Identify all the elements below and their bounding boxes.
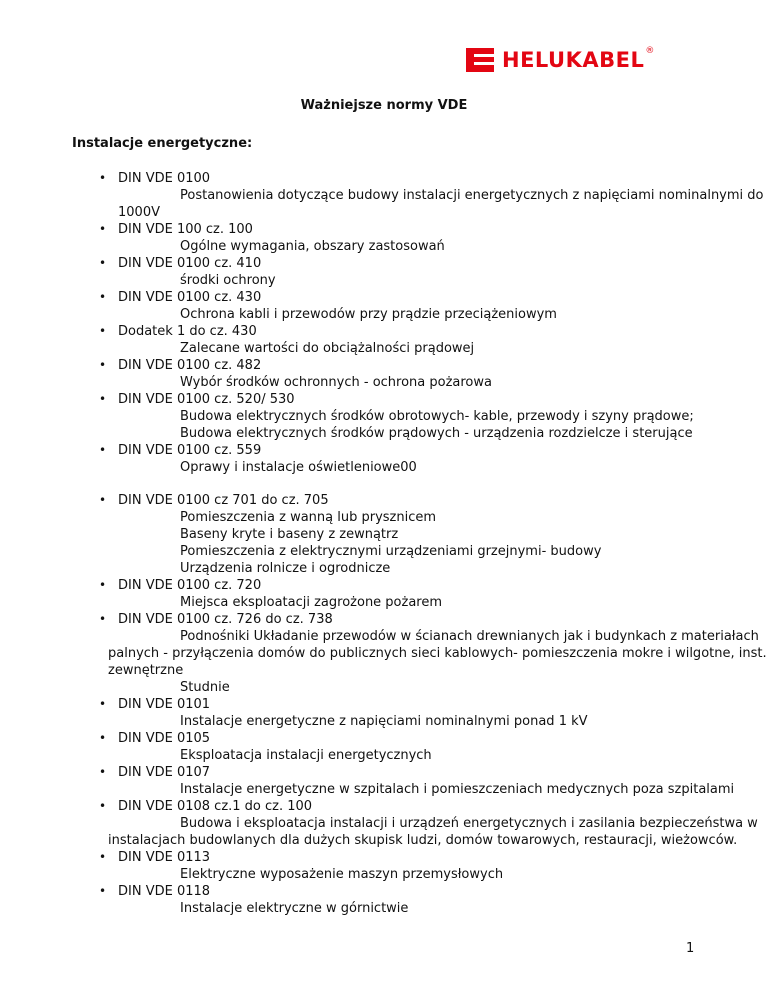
standard-code: Dodatek 1 do cz. 430	[118, 324, 257, 339]
bullet-icon: •	[99, 850, 107, 864]
standard-description: Urządzenia rolnicze i ogrodnicze	[180, 561, 391, 576]
standard-description: Wybór środków ochronnych - ochrona pożarowa	[180, 375, 492, 390]
bullet-icon: •	[99, 884, 107, 898]
bullet-icon: •	[99, 443, 107, 457]
bullet-icon: •	[99, 290, 107, 304]
list-item	[0, 323, 768, 357]
standard-code: DIN VDE 0113	[118, 850, 211, 865]
list-item	[0, 255, 768, 289]
bullet-icon: •	[99, 222, 107, 236]
standard-code: DIN VDE 0100	[118, 171, 211, 186]
list-item	[0, 442, 768, 476]
standard-code: DIN VDE 0105	[118, 731, 211, 746]
bullet-icon: •	[99, 358, 107, 372]
standard-description: Budowa elektrycznych środków prądowych - urządzenia rozdzielcze i sterujące	[180, 426, 693, 441]
list-item	[0, 492, 768, 577]
standard-code: DIN VDE 0100 cz. 430	[118, 290, 262, 305]
standard-code: DIN VDE 0100 cz. 482	[118, 358, 262, 373]
standard-description: Eksploatacja instalacji energetycznych	[180, 748, 432, 763]
bullet-icon: •	[99, 392, 107, 406]
helukabel-logo	[466, 48, 654, 72]
bullet-icon: •	[99, 697, 107, 711]
list-item	[0, 289, 768, 323]
standard-description: Elektryczne wyposażenie maszyn przemysłowych	[180, 867, 504, 882]
standard-code: DIN VDE 0107	[118, 765, 211, 780]
standard-code: DIN VDE 0108 cz.1 do cz. 100	[118, 799, 313, 814]
standard-description: Zalecane wartości do obciążalności prądowej	[180, 341, 475, 356]
standard-description: Ogólne wymagania, obszary zastosowań	[180, 239, 445, 254]
standard-description: Baseny kryte i baseny z zewnątrz	[180, 527, 399, 542]
bullet-icon: •	[99, 256, 107, 270]
bullet-icon: •	[99, 578, 107, 592]
page-number: 1	[686, 941, 695, 956]
list-item	[0, 611, 768, 696]
list-item	[0, 170, 768, 221]
standard-code: DIN VDE 0100 cz. 520/ 530	[118, 392, 295, 407]
standard-description-continuation: instalacjach budowlanych dla dużych skupisk ludzi, domów towarowych, restauracji, wieżowców.	[108, 833, 738, 848]
standard-description: Instalacje energetyczne w szpitalach i pomieszczeniach medycznych poza szpitalami	[180, 782, 735, 797]
standard-description: Instalacje elektryczne w górnictwie	[180, 901, 409, 916]
standard-code: DIN VDE 0101	[118, 697, 211, 712]
standard-description: Oprawy i instalacje oświetleniowe00	[180, 460, 417, 475]
bullet-icon: •	[99, 324, 107, 338]
standard-description: Studnie	[180, 680, 230, 695]
list-item	[0, 798, 768, 849]
standard-description: Budowa i eksploatacja instalacji i urządzeń energetycznych i zasilania bezpieczeństwa w	[180, 816, 758, 831]
page-title: Ważniejsze normy VDE	[300, 98, 468, 113]
standards-list	[0, 170, 768, 917]
standard-description: Budowa elektrycznych środków obrotowych- kable, przewody i szyny prądowe;	[180, 409, 694, 424]
list-item	[0, 391, 768, 442]
list-item	[0, 764, 768, 798]
list-item	[0, 221, 768, 255]
logo-text: HELUKABEL	[502, 48, 645, 72]
helukabel-logo-mark	[466, 48, 494, 72]
standard-description: Pomieszczenia z elektrycznymi urządzeniami grzejnymi- budowy	[180, 544, 602, 559]
standard-code: DIN VDE 0100 cz. 410	[118, 256, 262, 271]
standard-code: DIN VDE 0100 cz 701 do cz. 705	[118, 493, 329, 508]
list-item	[0, 357, 768, 391]
standard-code: DIN VDE 0100 cz. 720	[118, 578, 262, 593]
standard-code: DIN VDE 0100 cz. 559	[118, 443, 262, 458]
bullet-icon: •	[99, 612, 107, 626]
standard-code: DIN VDE 0118	[118, 884, 211, 899]
list-item	[0, 577, 768, 611]
standard-code: DIN VDE 0100 cz. 726 do cz. 738	[118, 612, 333, 627]
standard-description-continuation: 1000V	[118, 205, 160, 220]
bullet-icon: •	[99, 731, 107, 745]
list-item	[0, 696, 768, 730]
standard-description: Ochrona kabli i przewodów przy prądzie przeciążeniowym	[180, 307, 557, 322]
standard-description: środki ochrony	[180, 273, 276, 288]
standard-code: DIN VDE 100 cz. 100	[118, 222, 253, 237]
bullet-icon: •	[99, 493, 107, 507]
standard-description-continuation: zewnętrzne	[108, 663, 184, 678]
standard-description: Postanowienia dotyczące budowy instalacji energetycznych z napięciami nominalnymi do	[180, 188, 764, 203]
bullet-icon: •	[99, 799, 107, 813]
bullet-icon: •	[99, 765, 107, 779]
list-item	[0, 849, 768, 883]
standard-description: Pomieszczenia z wanną lub prysznicem	[180, 510, 437, 525]
standard-description: Miejsca eksploatacji zagrożone pożarem	[180, 595, 443, 610]
bullet-icon: •	[99, 171, 107, 185]
standard-description: Podnośniki Układanie przewodów w ścianach drewnianych jak i budynkach z materiałach	[180, 629, 759, 644]
standard-description-continuation: palnych - przyłączenia domów do publicznych sieci kablowych- pomieszczenia mokre i wilgotne, inst.	[108, 646, 767, 661]
section-heading: Instalacje energetyczne:	[72, 136, 253, 151]
standard-description: Instalacje energetyczne z napięciami nominalnymi ponad 1 kV	[180, 714, 588, 729]
list-item	[0, 730, 768, 764]
registered-mark: ®	[645, 46, 655, 56]
list-item	[0, 883, 768, 917]
